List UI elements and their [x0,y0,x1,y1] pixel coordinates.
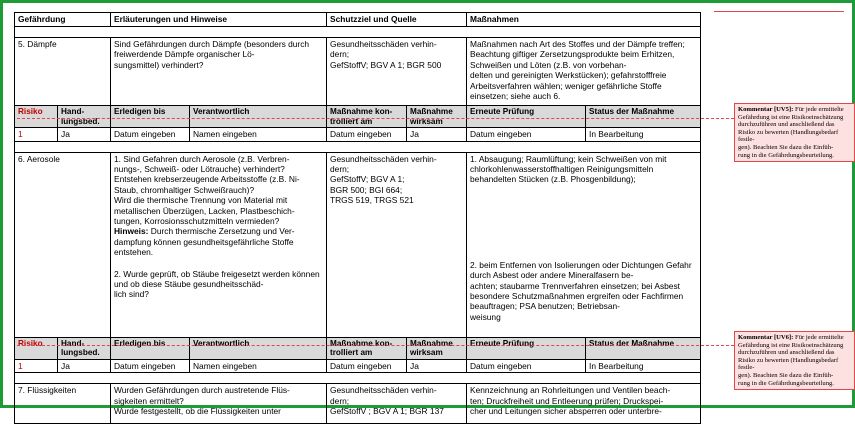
risk-header-row [15,106,701,128]
assessment-table [14,12,701,424]
comment-balloon-uv6[interactable] [734,331,855,390]
hazard-source[interactable]: Gesundheitsschäden verhin- dern; GefStoffV ; BGV A 1; BGR 137 [327,384,467,424]
hazard-measures[interactable]: Maßnahmen nach Art des Stoffes und der Dämpfe treffen; Beachtung giftiger Zersetzungsprodukte beim Erhitzen, Schweißen und Löten (z.B. von vorbehan- delten und gereinigten Werkstücken); gefahrstofffreie Arbeitsverfahren wählen; weniger gefährliche Stoffe einsetzen; siehe auch 6. [467,38,701,106]
status-label: Status der Maßnahme [586,106,701,128]
verantwortlich-name-field[interactable]: Namen eingeben [190,128,327,141]
status-value-field[interactable]: In Bearbeitung [586,128,701,141]
verantwortlich-label: Verantwortlich [190,106,327,128]
kontrolliert-label: Maßnahme kon- trolliert am [327,337,407,359]
hazard-topic: 6. Aerosole [15,152,111,337]
explanation-part-2: 2. Wurde geprüft, ob Stäube freigesetzt werden können und ob diese Stäube gesundheitsschäd- lich sind? [114,268,320,300]
header-gefaehrdung: Gefährdung [15,13,111,27]
erledigen-date-field[interactable]: Datum eingeben [111,128,190,141]
hazard-measures[interactable]: Kennzeichnung an Rohrleitungen und Ventilen beach- ten; Druckfreiheit und Entleerung prüfen; Druckspei- cher und Leitungen sicher absperren oder unterbre- [467,384,701,424]
risk-assessment-document [14,12,700,424]
comment-connector-line [17,118,734,119]
comment-text: Für jede ermittelte Gefährdung ist eine Risikoeinschätzung durchzuführen und anschließend das Risiko zu bewerten (Handlungsbedarf festle- gen). Beachten Sie dazu die Einfüh- rung in die Gefährdungsbeurteilung. [738,334,844,387]
risk-values-row [15,128,701,141]
header-erlaeuterungen: Erläuterungen und Hinweise [111,13,327,27]
header-massnahmen: Maßnahmen [467,13,701,27]
measures-part-1: 1. Absaugung; Raumlüftung; kein Schweißen von mit chlorkohlenwasserstoffhaltigen Reinigungsmitteln behandelten Stücken (z.B. Phosgenbildung); [470,153,667,185]
hazard-source[interactable]: Gesundheitsschäden verhin- dern; GefStoffV; BGV A 1; BGR 500 [327,38,467,106]
hazard-topic: 5. Dämpfe [15,38,111,106]
hint-label: Hinweis: [114,226,149,237]
kontrolliert-date-field[interactable]: Datum eingeben [327,128,407,141]
hazard-measures[interactable] [467,152,701,337]
hazard-row-aerosole [15,152,701,337]
handlung-label: Hand- lungsbed. [58,337,111,359]
erledigen-label: Erledigen bis [111,337,190,359]
comment-balloon-uv5[interactable] [734,103,855,162]
explanation-part-1: 1. Sind Gefahren durch Aerosole (z.B. Verbren- nungs-, Schweiß- oder Lötrauche) verhindert? Entstehen krebserzeugende Arbeitsstoffe (z.B. Ni-Staub, chromhaltiger Schweißrauch)? Wird die thermische Trennung von Material mit metallischen Überzügen, Lacken, Plastbeschich- tungen, Korrosionsschutzmitteln vermieden? [114,153,300,227]
hint-text: Durch thermische Zersetzung und Ver- dampfung können gesundheitsgefährliche Stoffe entstehen. [114,226,295,258]
comment-margin-line [714,11,844,12]
spacer-row [15,27,701,38]
hazard-explanation[interactable]: Wurden Gefährdungen durch austretende Flüs- sigkeiten ermittelt? Wurde festgestellt, ob die Flüssigkeiten unter [111,384,327,424]
risk-label: Risiko [15,106,58,128]
spacer-row [15,141,701,152]
explanation-hint [114,226,323,257]
comment-text: Für jede ermittelte Gefährdung ist eine Risikoeinschätzung durchzuführen und anschließend das Risiko zu bewerten (Handlungsbedarf festle- gen). Beachten Sie dazu die Einfüh- rung in die Gefährdungsbeurteilung. [738,106,844,159]
kontrolliert-label: Maßnahme kon- trolliert am [327,106,407,128]
kontrolliert-date-field[interactable]: Datum eingeben [327,359,407,372]
spacer-row [15,373,701,384]
erneute-date-field[interactable]: Datum eingeben [467,359,586,372]
verantwortlich-name-field[interactable]: Namen eingeben [190,359,327,372]
hazard-row-fluessigkeiten [15,384,701,424]
hazard-explanation[interactable] [111,152,327,337]
risk-value-field[interactable]: 1 [15,128,58,141]
risk-label: Risiko [15,337,58,359]
verantwortlich-label: Verantwortlich [190,337,327,359]
wirksam-label: Maßnahme wirksam [407,337,467,359]
header-schutzziel: Schutzziel und Quelle [327,13,467,27]
comment-label: Kommentar [UV5]: [738,106,794,113]
comment-label: Kommentar [UV6]: [738,334,794,341]
erledigen-date-field[interactable]: Datum eingeben [111,359,190,372]
comment-connector-line [17,345,734,346]
erneute-label: Erneute Prüfung [467,337,586,359]
erledigen-label: Erledigen bis [111,106,190,128]
risk-values-row [15,359,701,372]
handlung-value-field[interactable]: Ja [58,359,111,372]
handlung-value-field[interactable]: Ja [58,128,111,141]
erneute-label: Erneute Prüfung [467,106,586,128]
risk-header-row [15,337,701,359]
hazard-explanation[interactable]: Sind Gefährdungen durch Dämpfe (besonders durch freiwerdende Dämpfe organischer Lö- sungsmittel) verhindert? [111,38,327,106]
hazard-source[interactable]: Gesundheitsschäden verhin- dern; GefStoffV; BGV A 1; BGR 500; BGI 664; TRGS 519, TRGS 521 [327,152,467,337]
wirksam-value-field[interactable]: Ja [407,128,467,141]
wirksam-label: Maßnahme wirksam [407,106,467,128]
status-value-field[interactable]: In Bearbeitung [586,359,701,372]
handlung-label: Hand- lungsbed. [58,106,111,128]
hazard-row-daempfe [15,38,701,106]
hazard-topic: 7. Flüssigkeiten [15,384,111,424]
measures-part-2: 2. beim Entfernen von Isolierungen oder Dichtungen Gefahr durch Asbest oder andere Mineralfasern be- achten; staubarme Trennverfahren einsetzen; bei Asbest besondere Schutzmaßnahmen ergreifen oder Fachfirmen beauftragen; PSA benutzen; Betriebsan- weisung [470,259,692,322]
status-label: Status der Maßnahme [586,337,701,359]
erneute-date-field[interactable]: Datum eingeben [467,128,586,141]
table-header-row [15,13,701,27]
wirksam-value-field[interactable]: Ja [407,359,467,372]
risk-value-field[interactable]: 1 [15,359,58,372]
